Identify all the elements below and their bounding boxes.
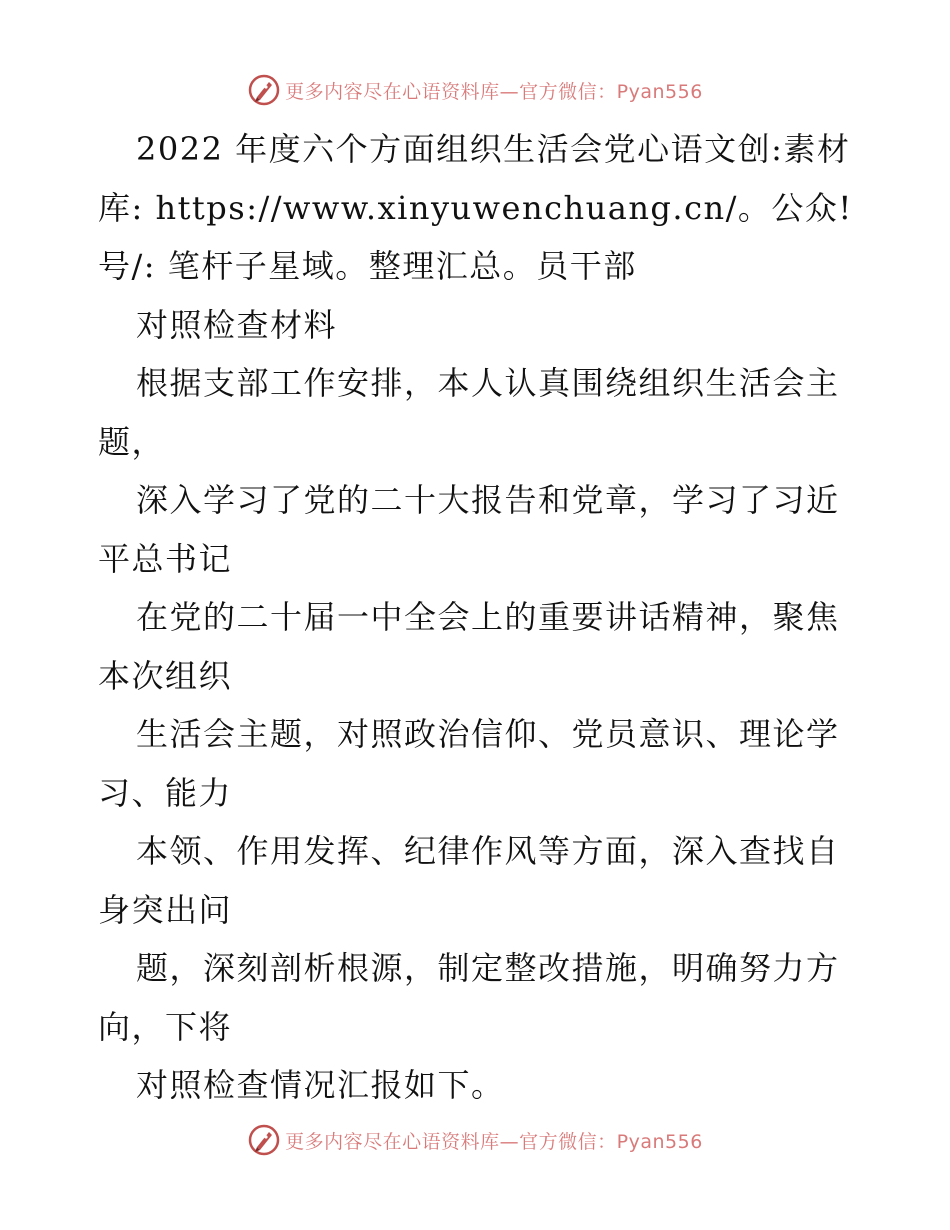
text-line: 题，深刻剖析根源，制定整改措施，明确努力方 [136,949,840,987]
text-line: 习、能力 [98,773,233,812]
text-line: 根据支部工作安排，本人认真围绕组织生活会主 [136,364,840,402]
text-line: 2022 年度六个方面组织生活会党心语文创:素材 [136,130,851,168]
text-line: 在党的二十届一中全会上的重要讲话精神，聚焦 [136,598,840,636]
text-line: 生活会主题，对照政治信仰、党员意识、理论学 [136,715,840,753]
text-line: 平总书记 [98,539,233,578]
text-line: 向，下将 [98,1007,233,1046]
text-line: 对照检查材料 [136,305,338,344]
text-line: 深入学习了党的二十大报告和党章，学习了习近 [136,481,840,519]
header-watermark [0,70,950,110]
watermark-text: 更多内容尽在心语资料库—官方微信：Pyan556 [285,1130,703,1153]
text-line: 本领、作用发挥、纪律作风等方面，深入查找自 [136,832,840,870]
footer-watermark [0,1120,950,1160]
text-line: 身突出问 [98,890,233,929]
document-body [98,120,858,1115]
text-line: 库: https://www.xinyuwenchuang.cn/。公众! [98,188,853,227]
text-line: 本次组织 [98,656,233,695]
pen-logo-icon [247,1123,281,1157]
text-line: 号/: 笔杆子星域。整理汇总。员干部 [98,247,637,285]
text-line: 题， [98,422,166,461]
pen-logo-icon [247,73,281,107]
watermark-text: 更多内容尽在心语资料库—官方微信：Pyan556 [285,80,703,103]
text-line: 对照检查情况汇报如下。 [136,1066,505,1104]
